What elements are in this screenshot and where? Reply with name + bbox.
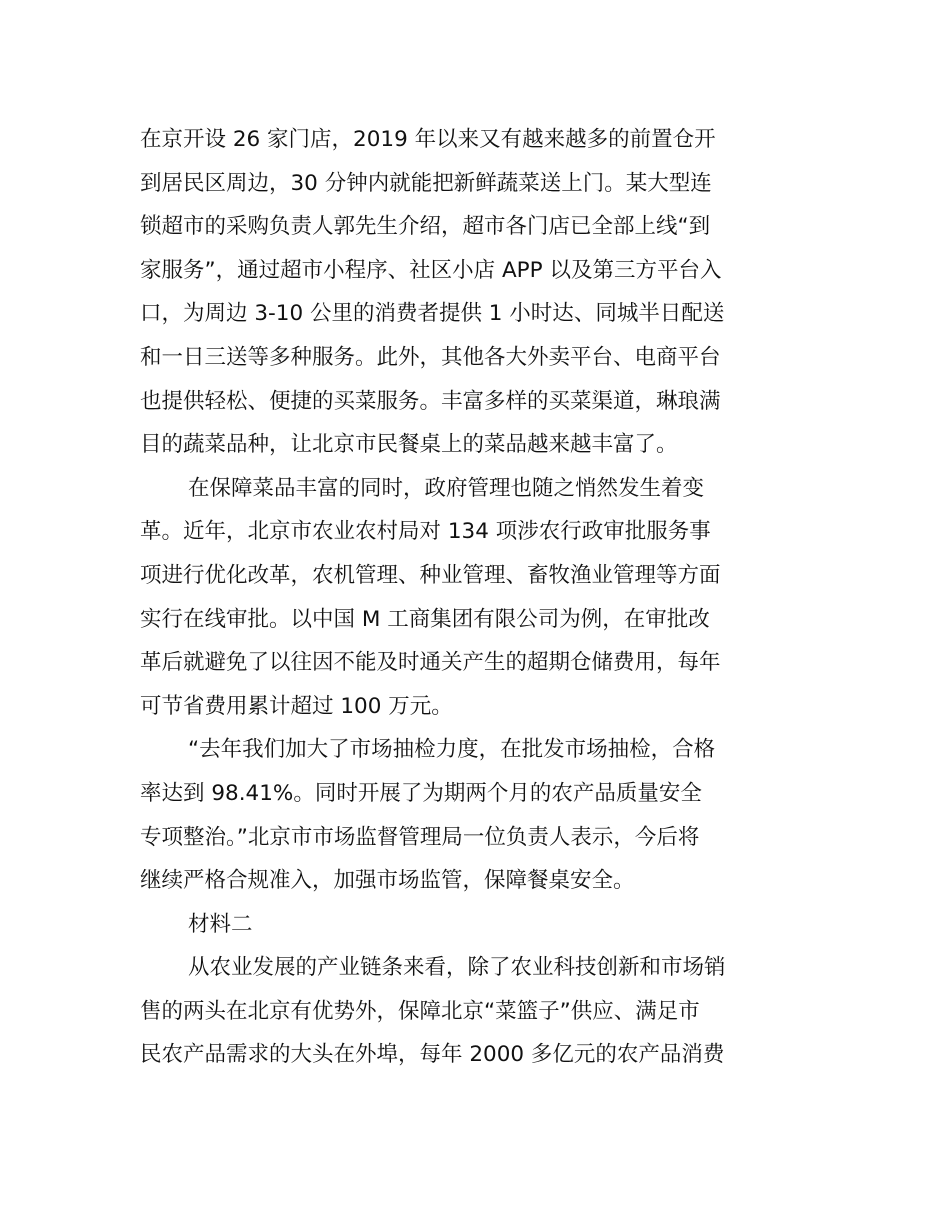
paragraph-continued [140,118,812,467]
text-line: 在保障菜品丰富的同时，政府管理也随之悄然发生着变 [188,475,705,501]
text-line: 率达到 98.41%。同时开展了为期两个月的农产品质量安全 [140,780,702,806]
text-line: 口，为周边 3-10 公里的消费者提供 1 小时达、同城半日配送 [140,301,725,327]
paragraph-market-inspection [140,728,812,902]
text-line: “去年我们加大了市场抽检力度，在批发市场抽检，合格 [188,737,716,763]
text-line: 民农产品需求的大头在外埠，每年 2000 多亿元的农产品消费 [140,1042,725,1068]
text-line: 锁超市的采购负责人郭先生介绍，超市各门店已全部上线“到 [140,214,711,240]
text-line: 继续严格合规准入，加强市场监管，保障餐桌安全。 [140,868,635,894]
text-line: 家服务”，通过超市小程序、社区小店 APP 以及第三方平台入 [140,257,722,283]
text-line: 和一日三送等多种服务。此外，其他各大外卖平台、电商平台 [140,344,721,370]
text-line: 革。近年，北京市农业农村局对 134 项涉农行政审批服务事 [140,519,711,545]
text-line: 可节省费用累计超过 100 万元。 [140,693,453,719]
text-line: 在京开设 26 家门店，2019 年以来又有越来越多的前置仓开 [140,127,716,152]
text-line: 项进行优化改革，农机管理、种业管理、畜牧渔业管理等方面 [140,562,721,588]
text-line: 目的蔬菜品种，让北京市民餐桌上的菜品越来越丰富了。 [140,432,678,458]
heading-material-two [140,903,812,947]
text-line: 售的两头在北京有优势外，保障北京“菜篮子”供应、满足市 [140,998,700,1024]
text-line: 实行在线审批。以中国 M 工商集团有限公司为例，在审批改 [140,606,710,632]
text-line: 到居民区周边，30 分钟内就能把新鲜蔬菜送上门。某大型连 [140,170,712,196]
text-line: 专项整治。”北京市市场监督管理局一位负责人表示，今后将 [140,824,700,850]
text-line: 革后就避免了以往因不能及时通关产生的超期仓储费用，每年 [140,650,721,676]
paragraph-industry-chain [140,946,812,1077]
section-heading: 材料二 [188,911,253,937]
document-body [140,118,812,1077]
text-line: 也提供轻松、便捷的买菜服务。丰富多样的买菜渠道，琳琅满 [140,388,721,414]
paragraph-government-reform [140,467,812,729]
text-line: 从农业发展的产业链条来看，除了农业科技创新和市场销 [188,955,726,981]
